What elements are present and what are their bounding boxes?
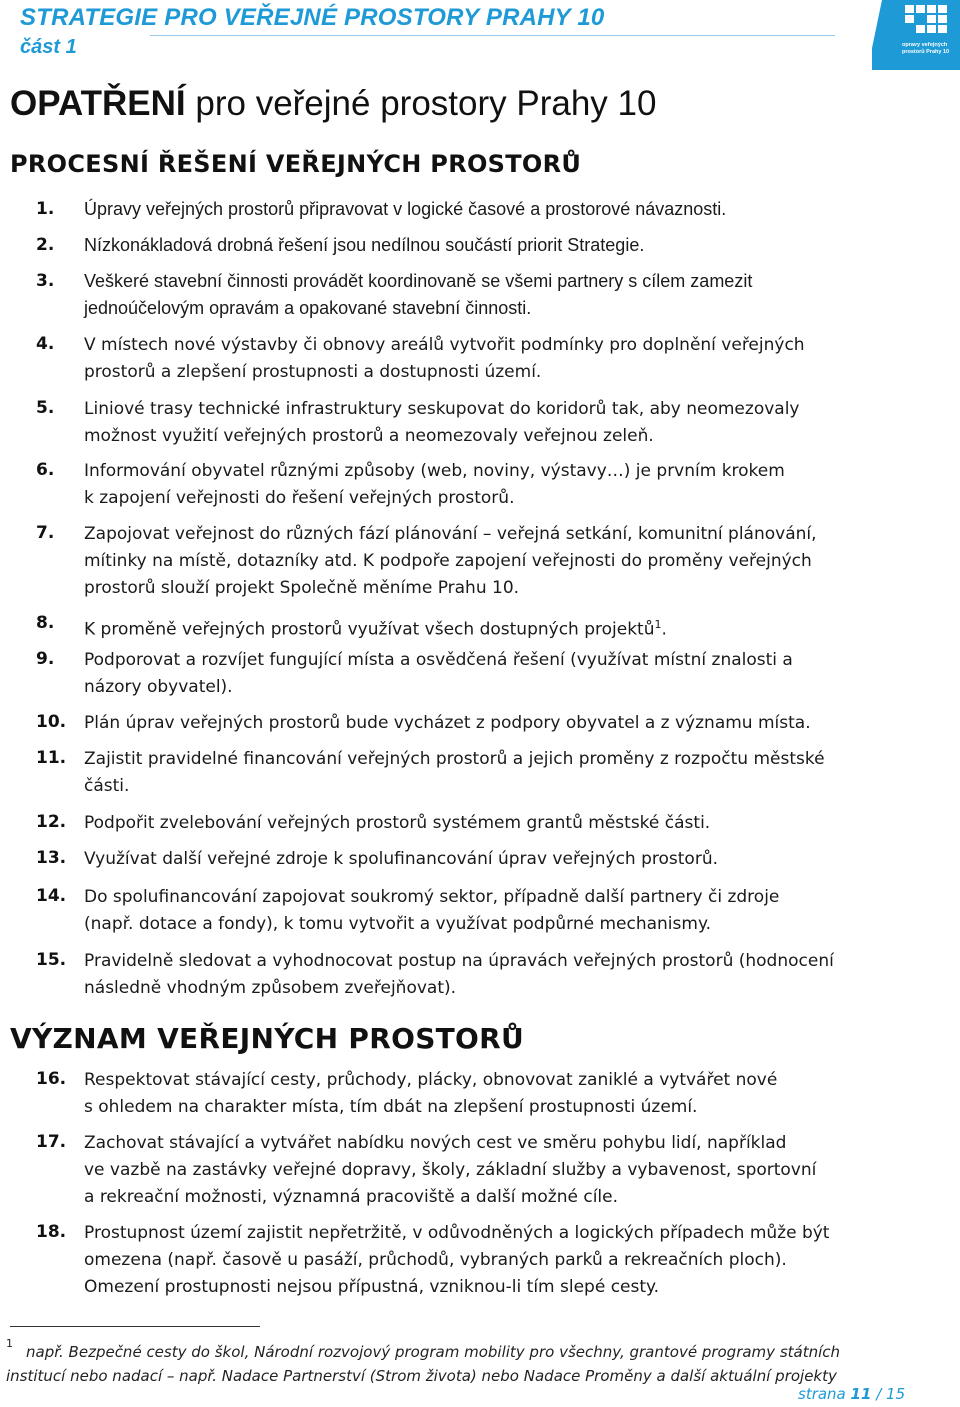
- list-item-number: 18.: [36, 1222, 67, 1242]
- list-item-text: [84, 746, 924, 800]
- list-item-line: možnost využití veřejných prostorů a neomezovaly veřejnou zeleň.: [84, 426, 654, 446]
- list-item-line: s ohledem na charakter místa, tím dbát na zlepšení prostupnosti území.: [84, 1097, 698, 1117]
- document-header-title: STRATEGIE PRO VEŘEJNÉ PROSTORY PRAHY 10: [20, 4, 605, 31]
- list-item-line: k zapojení veřejnosti do řešení veřejných prostorů.: [84, 488, 515, 508]
- list-item-line: Liniové trasy technické infrastruktury seskupovat do koridorů tak, aby neomezovaly: [84, 399, 800, 419]
- list-item-text: [84, 647, 924, 701]
- list-item-text: [84, 810, 924, 837]
- svg-text:opravy veřejných: opravy veřejných: [902, 42, 948, 48]
- footnote-divider: [10, 1326, 260, 1327]
- list-item-line: a rekreační možnosti, významná pracoviště a další možné cíle.: [84, 1187, 619, 1207]
- list-item-number: 14.: [36, 886, 67, 906]
- list-item-number: 8.: [36, 613, 55, 633]
- list-item-line: Úpravy veřejných prostorů připravovat v logické časové a prostorové návaznosti.: [84, 199, 727, 219]
- header-rule: [150, 35, 835, 36]
- list-item-line: Zajistit pravidelné financování veřejných prostorů a jejich proměny z rozpočtu městské: [84, 749, 825, 769]
- list-item-number: 9.: [36, 649, 55, 669]
- list-item-line: Podpořit zvelebování veřejných prostorů systémem grantů městské části.: [84, 813, 711, 833]
- list-item-number: 10.: [36, 712, 67, 732]
- list-item-line-text: K proměně veřejných prostorů využívat všech dostupných projektů: [84, 619, 655, 640]
- list-item-number: 6.: [36, 460, 55, 480]
- list-item-number: 12.: [36, 812, 67, 832]
- list-item-line: prostorů a zlepšení prostupnosti a dostupnosti území.: [84, 362, 542, 382]
- list-item-text: [84, 268, 924, 322]
- list-item-text: [84, 1220, 924, 1301]
- list-item-text: [84, 710, 924, 737]
- list-item-number: 16.: [36, 1069, 67, 1089]
- list-item-line: Nízkonákladová drobná řešení jsou nedílnou součástí priorit Strategie.: [84, 235, 645, 255]
- list-item-line: Zapojovat veřejnost do různých fází plánování – veřejná setkání, komunitní plánování,: [84, 524, 817, 544]
- list-item-text: [84, 1130, 924, 1211]
- list-item-line: Zachovat stávající a vytvářet nabídku nových cest ve směru pohybu lidí, například: [84, 1133, 787, 1153]
- list-item-line: Využívat další veřejné zdroje k spolufinancování úprav veřejných prostorů.: [84, 849, 718, 869]
- list-item-line: následně vhodným způsobem zveřejňovat).: [84, 978, 457, 998]
- list-item-line: jednoúčelovým opravám a opakované stavební činnosti.: [84, 298, 532, 318]
- footnote-mark: 1: [6, 1337, 13, 1350]
- list-item-text: [84, 1067, 924, 1121]
- list-item-number: 15.: [36, 950, 67, 970]
- page-number: strana 11 / 15: [798, 1385, 906, 1403]
- list-item-text: [84, 458, 924, 512]
- list-item-tail: .: [661, 619, 667, 640]
- list-item-line: [84, 611, 924, 644]
- list-item-number: 1.: [36, 199, 55, 219]
- list-item-line: Respektovat stávající cesty, průchody, plácky, obnovovat zaniklé a vytvářet nové: [84, 1070, 778, 1090]
- list-item-number: 3.: [36, 271, 55, 291]
- list-item-line: prostorů slouží projekt Společně měníme Prahu 10.: [84, 578, 520, 598]
- list-item-line: V místech nové výstavby či obnovy areálů vytvořit podmínky pro doplnění veřejných: [84, 335, 805, 355]
- section-heading-significance: VÝZNAM VEŘEJNÝCH PROSTORŮ: [10, 1022, 525, 1055]
- list-item-line: Prostupnost území zajistit nepřetržitě, v odůvodněných a logických případech může být: [84, 1223, 830, 1243]
- list-item-number: 11.: [36, 748, 67, 768]
- list-item-line: Omezení prostupnosti nejsou přípustná, vzniknou-li tím slepé cesty.: [84, 1277, 660, 1297]
- list-item-text: [84, 846, 924, 873]
- list-item-text: [84, 521, 924, 602]
- list-item-line: Veškeré stavební činnosti provádět koordinovaně se všemi partnery s cílem zamezit: [84, 271, 753, 291]
- list-item-line: Podporovat a rozvíjet fungující místa a osvědčená řešení (využívat místní znalosti a: [84, 650, 793, 670]
- list-item-line: Do spolufinancování zapojovat soukromý sektor, případně další partnery či zdroje: [84, 887, 780, 907]
- list-item-line: ve vazbě na zastávky veřejné dopravy, školy, základní služby a vybavenost, sportovní: [84, 1160, 817, 1180]
- list-item-line: Informování obyvatel různými způsoby (web, noviny, výstavy…) je prvním krokem: [84, 461, 785, 481]
- footnote-reference: 1: [654, 618, 662, 631]
- list-item-number: 2.: [36, 235, 55, 255]
- list-item-text: [84, 948, 924, 1002]
- page-title: OPATŘENÍ pro veřejné prostory Prahy 10: [10, 84, 657, 123]
- logo-icon: [872, 0, 960, 70]
- list-item-line: části.: [84, 776, 130, 796]
- footnote-line-1: např. Bezpečné cesty do škol, Národní rozvojový program mobility pro všechny, grantové programy státních: [26, 1343, 841, 1361]
- list-item-line: omezena (např. časově u pasáží, průchodů, vybraných parků a rekreačních ploch).: [84, 1250, 787, 1270]
- svg-text:prostorů Prahy 10: prostorů Prahy 10: [902, 49, 950, 55]
- list-item-line: Pravidelně sledovat a vyhodnocovat postup na úpravách veřejných prostorů (hodnocení: [84, 951, 834, 971]
- list-item-text: [84, 611, 924, 644]
- list-item-number: 5.: [36, 398, 55, 418]
- list-item-text: [84, 232, 924, 259]
- list-item-number: 17.: [36, 1132, 67, 1152]
- list-item-line: Plán úprav veřejných prostorů bude vycházet z podpory obyvatel a z významu místa.: [84, 713, 811, 733]
- list-item-text: [84, 196, 924, 223]
- footnote-line-2: institucí nebo nadací – např. Nadace Partnerství (Strom života) nebo Nadace Proměny a další aktuální projekty: [6, 1367, 837, 1385]
- section-heading-procedural: PROCESNÍ ŘEŠENÍ VEŘEJNÝCH PROSTORŮ: [10, 150, 582, 178]
- document-part-label: část 1: [20, 36, 77, 58]
- list-item-text: [84, 396, 924, 450]
- list-item-number: 13.: [36, 848, 67, 868]
- list-item-number: 4.: [36, 334, 55, 354]
- list-item-line: názory obyvatel).: [84, 677, 233, 697]
- list-item-line: (např. dotace a fondy), k tomu vytvořit a využívat podpůrné mechanismy.: [84, 914, 711, 934]
- list-item-number: 7.: [36, 523, 55, 543]
- list-item-text: [84, 884, 924, 938]
- list-item-text: [84, 332, 924, 386]
- list-item-line: mítinky na místě, dotazníky atd. K podpoře zapojení veřejnosti do proměny veřejných: [84, 551, 812, 571]
